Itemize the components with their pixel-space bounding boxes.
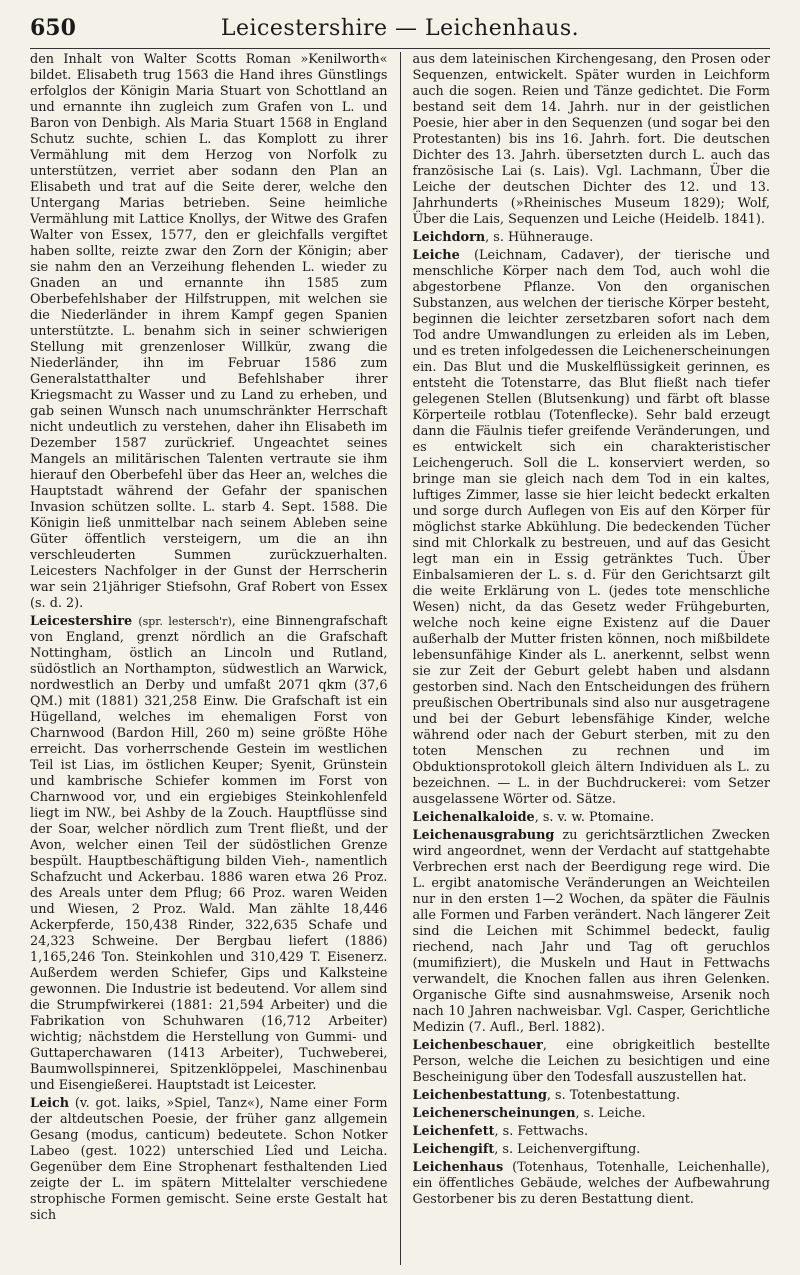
entry-text: (Totenhaus, Totenhalle, Leichenhalle), ein öffentliches Gebäude, welches der Aufbewahrung Gestorbener bis zu deren Bestattung dient.: [412, 1160, 770, 1207]
left-column: [30, 52, 388, 1265]
entry-text: , eine Binnengrafschaft von England, grenzt nördlich an die Grafschaft Nottingham, östlich an Lincoln und Rutland, südöstlich an Northampton, südwestlich an Warwick, nordwestlich an Derby und umfaßt 2071 qkm (37,6 QM.) mit (1881) 321,258 Einw. Die Grafschaft ist ein Hügelland, welches im ehemaligen Forst von Charnwood (Bardon Hill, 260 m) seine größte Höhe erreicht. Das vorherrschende Gestein im westlichen Teil ist Lias, im östlichen Keuper; Syenit, Grünstein und kambrische Schiefer kommen im Forst von Charnwood vor, und ein ergiebiges Steinkohlenfeld liegt im NW., bei Ashby de la Zouch. Hauptflüsse sind der Soar, welcher nördlich zum Trent fließt, und der Avon, welcher einen Teil der südöstlichen Grenze bespült. Hauptbeschäftigung bilden Vieh-, namentlich Schafzucht und Ackerbau. 1886 waren etwa 26 Proz. des Areals unter dem Pflug; 66 Proz. waren Weiden und Wiesen, 2 Proz. Wald. Man zählte 18,446 Ackerpferde, 150,438 Rinder, 322,635 Schafe und 24,323 Schweine. Der Bergbau liefert (1886) 1,165,246 Ton. Steinkohlen und 310,429 T. Eisenerz. Außerdem werden Schiefer, Gips und Kalksteine gewonnen. Die Industrie ist bedeutend. Vor allem sind die Strumpfwirkerei (1881: 21,594 Arbeiter) und die Fabrikation von Schuhwaren (16,712 Arbeiter) wichtig; nächstdem die Herstellung von Gummi- und Guttaperchawaren (1413 Arbeiter), Tuchweberei, Baumwollspinnerei, Spitzenklöppelei, Maschinenbau und Eisengießerei. Hauptstadt ist Leicester.: [30, 614, 388, 1093]
entry-text: aus dem lateinischen Kirchengesang, den Prosen oder Sequenzen, entwickelt. Später wurden in Leichform auch die sogen. Reien und Tänze gedichtet. Die Form bestand seit dem 14. Jahrh. nur in der geistlichen Poesie, hier aber in den Sequenzen (und sogar bei den Protestanten) bis ins 16. Jahrh. fort. Die deutschen Dichter des 13. Jahrh. übersetzten durch L. auch das französische Lai (s. Lais). Vgl. Lachmann, Über die Leiche der deutschen Dichter des 12. und 13. Jahrhunderts (»Rheinisches Museum 1829); Wolf, Über die Lais, Sequenzen und Leiche (Heidelb. 1841).: [412, 52, 770, 227]
dictionary-entry: [30, 1096, 388, 1224]
dictionary-entry: [413, 1088, 771, 1104]
dictionary-entry: [413, 1142, 771, 1158]
entry-pronunciation: (spr. lestersch'r): [138, 615, 232, 628]
entry-headword: Leichdorn: [412, 230, 486, 245]
dictionary-entry: [413, 1106, 771, 1122]
dictionary-entry: [413, 230, 771, 246]
entry-text: , s. Fettwachs.: [494, 1124, 589, 1139]
column-divider: [400, 52, 401, 1265]
dictionary-entry: [30, 52, 388, 612]
entry-text: (v. got. laiks, »Spiel, Tanz«), Name einer Form der altdeutschen Poesie, der früher ganz allgemein Gesang (modus, canticum) bedeutete. Schon Notker Labeo (gest. 1022) unterschied Lîed und Leicha. Gegenüber dem Eine Strophenart festhaltenden Lied zeigte der L. im spätern Mittelalter verschiedene strophische Formen gemischt. Seine erste Gestalt hat sich: [30, 1096, 388, 1223]
dictionary-entry: [413, 1160, 771, 1208]
entry-text: , eine obrigkeitlich bestellte Person, welche die Leichen zu besichtigen und eine Bescheinigung über den Todesfall auszustellen hat.: [412, 1038, 770, 1085]
page-number: 650: [30, 15, 76, 41]
entry-headword: Leichenbeschauer: [412, 1038, 543, 1053]
dictionary-entry: [413, 1038, 771, 1086]
entry-headword: Leichenausgrabung: [412, 828, 555, 843]
dictionary-entry: [413, 1124, 771, 1140]
entry-text: , s. Totenbestattung.: [546, 1088, 681, 1103]
page-header: [30, 8, 770, 49]
entry-headword: Leichenhaus: [412, 1160, 504, 1175]
entry-headword: Leichengift: [412, 1142, 495, 1157]
entry-headword: Leicestershire: [30, 614, 133, 629]
right-column: [413, 52, 771, 1265]
running-title: Leicestershire — Leichenhaus.: [220, 15, 580, 41]
entry-headword: Leichenerscheinungen: [412, 1106, 576, 1121]
entry-text: (Leichnam, Cadaver), der tierische und menschliche Körper nach dem Tod, auch wohl die abgestorbene Pflanze. Von den organischen Substanzen, aus welchen der tierische Körper besteht, beginnen die leichter zersetzbaren sofort nach dem Tod andre Umwandlungen zu erleiden als im Leben, und es treten infolgedessen die Leichenerscheinungen ein. Das Blut und die Muskelflüssigkeit gerinnen, es entsteht die Totenstarre, das Blut fließt nach tiefer gelegenen Stellen (Blutsenkung) und färbt oft blasse Körperteile rotblau (Totenflecke). Sehr bald erzeugt dann die Fäulnis tiefer greifende Veränderungen, und es entwickelt sich ein charakteristischer Leichengeruch. Soll die L. konserviert werden, so bringe man sie gleich nach dem Tod in ein kaltes, luftiges Zimmer, lasse sie hier leicht bedeckt erkalten und sorge durch Auflegen von Eis auf den Körper für möglichst starke Abkühlung. Die bedeckenden Tücher sind mit Chlorkalk zu bestreuen, und auf das Gesicht legt man ein in Essig getränktes Tuch. Über Einbalsamieren der L. s. d. Für den Gerichtsarzt gilt die weite Erklärung von L. (jedes tote menschliche Wesen) nicht, da das Gesetz weder Frühgeburten, welche noch keine eigne Existenz auf die Dauer außerhalb der Mutter fristen können, noch mißbildete lebensunfähige Kinder als L. anerkennt, selbst wenn sie zur Zeit der Geburt gelebt haben und alsdann gestorben sind. Nach den Entscheidungen des frühern preußischen Obertribunals sind also nur ausgetragene und bei der Geburt lebensfähige Kinder, welche während oder nach der Geburt sterben, mit zu den toten Menschen zu rechnen und im Obduktionsprotokoll gleich ältern Individuen als L. zu bezeichnen. — L. in der Buchdruckerei: vom Setzer ausgelassene Wörter od. Sätze.: [412, 248, 770, 807]
entry-headword: Leiche: [412, 248, 460, 263]
dictionary-entry: [413, 810, 771, 826]
dictionary-entry: [413, 248, 771, 808]
entry-headword: Leichenbestattung: [412, 1088, 547, 1103]
entry-text: , s. Hühnerauge.: [485, 230, 594, 245]
entry-text: , s. Leiche.: [575, 1106, 646, 1121]
entry-text: , s. v. w. Ptomaine.: [534, 810, 655, 825]
dictionary-entry: [413, 828, 771, 1036]
text-columns: [30, 52, 770, 1265]
entry-text: den Inhalt von Walter Scotts Roman »Kenilworth« bildet. Elisabeth trug 1563 die Hand ihres Günstlings erfolglos der Königin Maria Stuart von Schottland an und ernannte ihn zugleich zum Grafen von L. und Baron von Denbigh. Als Maria Stuart 1568 in England Schutz suchte, schien L. das Komplott zu ihrer Vermählung mit dem Herzog von Norfolk zu unterstützen, verriet aber sodann den Plan an Elisabeth und trat auf die Seite derer, welche den Untergang Marias betrieben. Seine heimliche Vermählung mit Lattice Knollys, der Witwe des Grafen Walter von Essex, 1577, den er gleichfalls vergiftet haben sollte, reizte zwar den Zorn der Königin; aber sie nahm den an Verzeihung flehenden L. wieder zu Gnaden an und ernannte ihn 1585 zum Oberbefehlshaber der Hilfstruppen, mit welchen sie die Niederländer in ihrem Kampf gegen Spanien unterstützte. L. benahm sich in seiner schwierigen Stellung mit grenzenloser Willkür, zwang die Niederländer, ihn im Februar 1586 zum Generalstatthalter und Befehlshaber ihrer Kriegsmacht zu Wasser und zu Land zu erheben, und gab seinen Wunsch nach unumschränkter Herrschaft nicht undeutlich zu verstehen, daher ihn Elisabeth im Dezember 1587 zurückrief. Ungeachtet seines Mangels an militärischen Talenten vertraute sie ihm hierauf den Oberbefehl über das Heer an, welches die Hauptstadt während der Gefahr der spanischen Invasion schützen sollte. L. starb 4. Sept. 1588. Die Königin ließ unmittelbar nach seinem Ableben seine Güter öffentlich versteigern, um die an ihn verschleuderten Summen zurückzuerhalten. Leicesters Nachfolger in der Gunst der Herrscherin war sein 21jähriger Stiefsohn, Graf Robert von Essex (s. d. 2).: [30, 52, 388, 611]
entry-headword: Leichenalkaloide: [412, 810, 535, 825]
dictionary-entry: [413, 52, 771, 228]
entry-headword: Leich: [30, 1096, 70, 1111]
entry-text: , s. Leichenvergiftung.: [494, 1142, 641, 1157]
dictionary-entry: [30, 614, 388, 1094]
entry-headword: Leichenfett: [412, 1124, 495, 1139]
entry-text: zu gerichtsärztlichen Zwecken wird angeordnet, wenn der Verdacht auf stattgehabte Verbrechen erst nach der Beerdigung rege wird. Die L. ergibt anatomische Veränderungen an Weichteilen nur in den ersten 1—2 Wochen, da später die Fäulnis alle Formen und Farben verändert. Nach längerer Zeit sind die Leichen mit Schimmel bedeckt, faulig riechend, nach Jahr und Tag oft geruchlos (mumifiziert), die Muskeln und Haut in Fettwachs verwandelt, die Knochen fallen aus ihren Gelenken. Organische Gifte sind ausnahmsweise, Arsenik noch nach 10 Jahren nachweisbar. Vgl. Casper, Gerichtliche Medizin (7. Aufl., Berl. 1882).: [412, 828, 770, 1035]
